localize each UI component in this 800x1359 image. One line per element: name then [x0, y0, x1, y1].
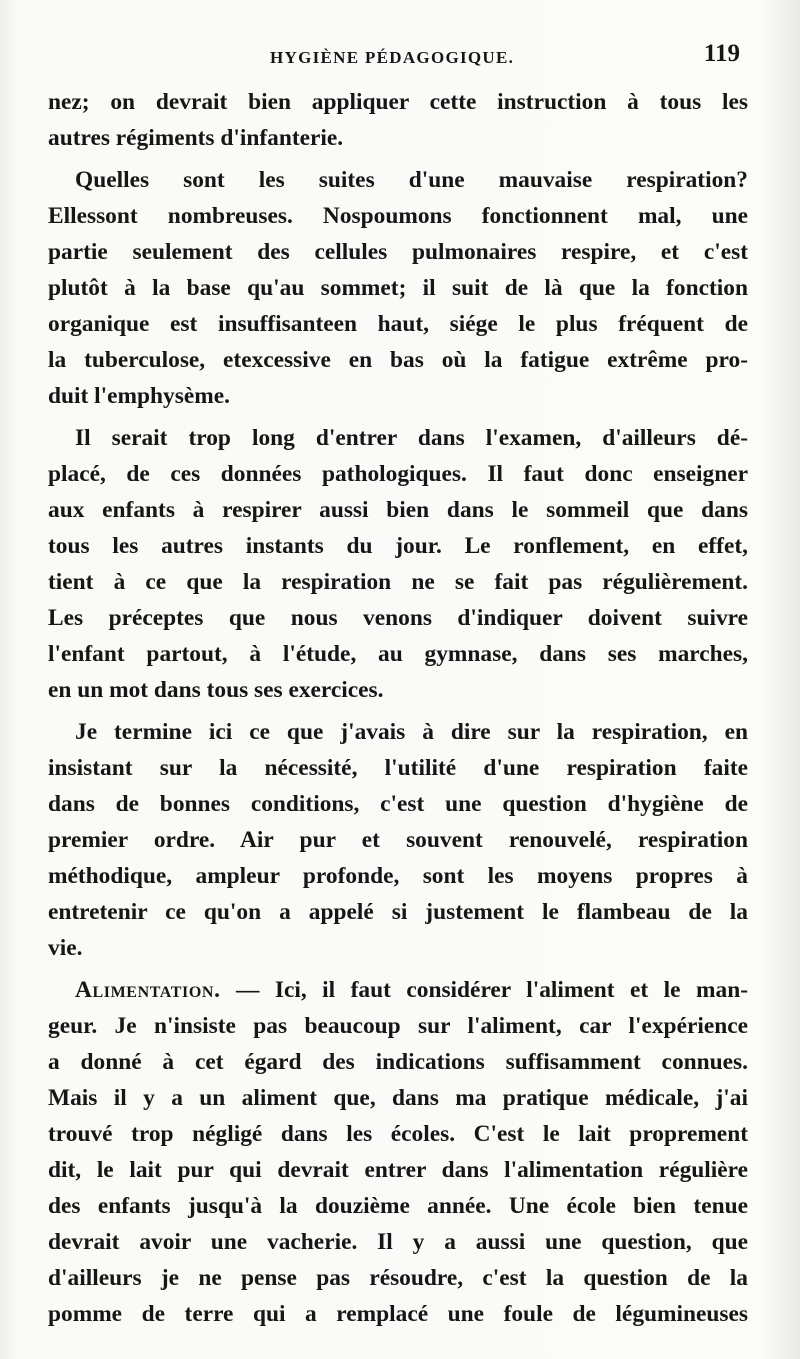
text-line: Il serait trop long d'entrer dans l'examen, d'ailleurs dé- — [75, 425, 748, 451]
text-line: Les préceptes que nous venons d'indiquer doivent suivre — [48, 605, 748, 631]
text-line: premier ordre. Air pur et souvent renouvelé, respiration — [48, 827, 748, 853]
text-line: méthodique, ampleur profonde, sont les moyens propres à — [48, 863, 748, 889]
running-title: HYGIÈNE PÉDAGOGIQUE. — [270, 48, 515, 67]
text-line: plutôt à la base qu'au sommet; il suit de là que la fonction — [48, 275, 748, 301]
text-line: la tuberculose, etexcessive en bas où la fatigue extrême pro- — [48, 347, 748, 373]
text-line: dans de bonnes conditions, c'est une question d'hygiène de — [48, 791, 748, 817]
text-line-rest: — Ici, il faut considérer l'aliment et le man- — [236, 977, 748, 1003]
section-heading: Alimentation. — [75, 977, 221, 1003]
text-line: aux enfants à respirer aussi bien dans le sommeil que dans — [48, 497, 748, 523]
text-line: en un mot dans tous ses exercices. — [48, 677, 384, 703]
text-line: Mais il y a un aliment que, dans ma pratique médicale, j'ai — [48, 1085, 748, 1111]
text-line: Ellessont nombreuses. Nospoumons fonctionnent mal, une — [48, 203, 748, 229]
text-line: nez; on devrait bien appliquer cette instruction à tous les — [48, 89, 748, 115]
text-line: trouvé trop négligé dans les écoles. C'est le lait proprement — [48, 1121, 748, 1147]
text-line: vie. — [48, 935, 83, 961]
text-line: tous les autres instants du jour. Le ronflement, en effet, — [48, 533, 748, 559]
text-line — [48, 972, 748, 1008]
text-line: pomme de terre qui a remplacé une foule de légumineuses — [48, 1301, 748, 1327]
text-line: Quelles sont les suites d'une mauvaise respiration? — [75, 167, 748, 193]
text-line: organique est insuffisanteen haut, siége le plus fréquent de — [48, 311, 748, 337]
text-line: entretenir ce qu'on a appelé si justement le flambeau de la — [48, 899, 748, 925]
text-line: placé, de ces données pathologiques. Il faut donc enseigner — [48, 461, 748, 487]
text-line: des enfants jusqu'à la douzième année. Une école bien tenue — [48, 1193, 748, 1219]
text-line: dit, le lait pur qui devrait entrer dans l'alimentation régulière — [48, 1157, 748, 1183]
text-line: Je termine ici ce que j'avais à dire sur la respiration, en — [75, 719, 748, 745]
page-number: 119 — [703, 40, 740, 67]
body-text — [48, 84, 748, 1332]
text-line: partie seulement des cellules pulmonaires respire, et c'est — [48, 239, 748, 265]
text-line: devrait avoir une vacherie. Il y a aussi une question, que — [48, 1229, 748, 1255]
text-line: d'ailleurs je ne pense pas résoudre, c'est la question de la — [48, 1265, 748, 1291]
text-line: geur. Je n'insiste pas beaucoup sur l'aliment, car l'expérience — [48, 1013, 748, 1039]
text-line: tient à ce que la respiration ne se fait pas régulièrement. — [48, 569, 748, 595]
text-line: a donné à cet égard des indications suffisamment connues. — [48, 1049, 748, 1075]
text-line: insistant sur la nécessité, l'utilité d'une respiration faite — [48, 755, 748, 781]
text-line: l'enfant partout, à l'étude, au gymnase, dans ses marches, — [48, 641, 748, 667]
page-header — [48, 42, 748, 76]
text-line: duit l'emphysème. — [48, 383, 230, 409]
text-line: autres régiments d'infanterie. — [48, 125, 344, 151]
